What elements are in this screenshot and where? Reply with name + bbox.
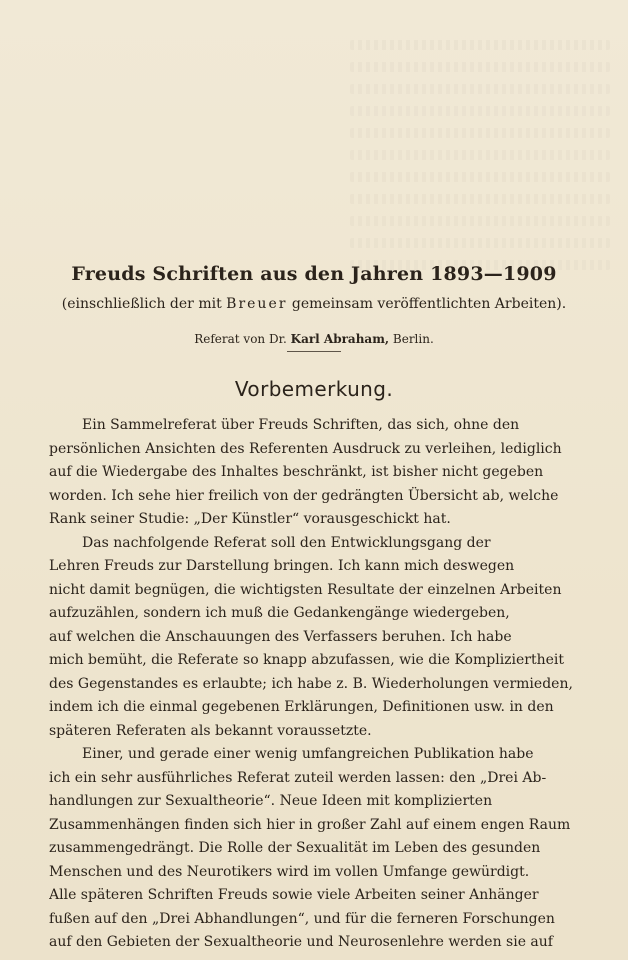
paragraph-line: Das nachfolgende Referat soll den Entwicklungsgang der xyxy=(82,534,491,551)
paragraph-line: Lehren Freuds zur Darstellung bringen. Ich kann mich deswegen xyxy=(49,558,515,574)
paragraph-line: worden. Ich sehe hier freilich von der gedrängten Übersicht ab, welche xyxy=(49,487,559,504)
paragraph-line: Rank seiner Studie: „Der Künstler“ vorausgeschickt hat. xyxy=(49,511,451,527)
paragraph-line: des Gegenstandes es erlaubte; ich habe z. B. Wiederholungen vermieden, xyxy=(49,675,573,692)
paragraph-line: Menschen und des Neurotikers wird im vollen Umfange gewürdigt. xyxy=(49,863,530,880)
body-text xyxy=(49,414,580,955)
document-subtitle xyxy=(0,296,628,312)
paragraph-line: indem ich die einmal gegebenen Erklärungen, Definitionen usw. in den xyxy=(49,699,554,715)
paragraph-line: auf die Wiedergabe des Inhaltes beschränkt, ist bisher nicht gegeben xyxy=(49,464,544,480)
paragraph-line: nicht damit begnügen, die wichtigsten Resultate der einzelnen Arbeiten xyxy=(49,581,562,598)
paragraph-line: Einer, und gerade einer wenig umfangreichen Publikation habe xyxy=(82,746,534,762)
paragraph-line: Ein Sammelreferat über Freuds Schriften, das sich, ohne den xyxy=(82,417,520,433)
paragraph-line: fußen auf den „Drei Abhandlungen“, und für die ferneren Forschungen xyxy=(49,910,555,927)
paragraph-line: zusammengedrängt. Die Rolle der Sexualität im Leben des gesunden xyxy=(49,840,541,856)
paragraph-line: auf den Gebieten der Sexualtheorie und Neurosenlehre werden sie auf xyxy=(49,934,553,950)
paragraph-line: mich bemüht, die Referate so knapp abzufassen, wie die Kompliziertheit xyxy=(49,652,565,668)
paragraph-line: Alle späteren Schriften Freuds sowie viele Arbeiten seiner Anhänger xyxy=(49,887,539,903)
subtitle-spaced-name: Breuer xyxy=(226,296,288,312)
subtitle-part-1: (einschließlich der mit xyxy=(61,296,227,312)
author-byline xyxy=(0,332,628,346)
document-title: Freuds Schriften aus den Jahren 1893—1909 xyxy=(71,263,557,285)
paragraph-line: auf welchen die Anschauungen des Verfassers beruhen. Ich habe xyxy=(49,628,512,645)
paragraph-2 xyxy=(49,532,580,744)
paragraph-line: ich ein sehr ausführliches Referat zuteil werden lassen: den „Drei Ab- xyxy=(49,769,547,786)
paragraph-line: späteren Referaten als bekannt voraussetzte. xyxy=(49,722,372,739)
paragraph-line: aufzuzählen, sondern ich muß die Gedankengänge wiedergeben, xyxy=(49,605,510,621)
author-name: Karl Abraham, xyxy=(290,332,390,346)
author-place: Berlin. xyxy=(389,332,434,346)
paragraph-line: Zusammenhängen finden sich hier in großer Zahl auf einem engen Raum xyxy=(49,816,571,833)
title-divider xyxy=(287,351,341,352)
bleed-through-text xyxy=(350,40,610,270)
section-heading: Vorbemerkung. xyxy=(234,377,394,401)
byline-prefix: Referat von Dr. xyxy=(194,332,291,346)
paragraph-line: persönlichen Ansichten des Referenten Ausdruck zu verleihen, lediglich xyxy=(49,440,562,457)
paragraph-3 xyxy=(49,743,580,955)
subtitle-part-2: gemeinsam veröffentlichten Arbeiten). xyxy=(287,296,567,312)
paragraph-1 xyxy=(49,414,580,532)
paragraph-line: handlungen zur Sexualtheorie“. Neue Ideen mit komplizierten xyxy=(49,793,493,809)
